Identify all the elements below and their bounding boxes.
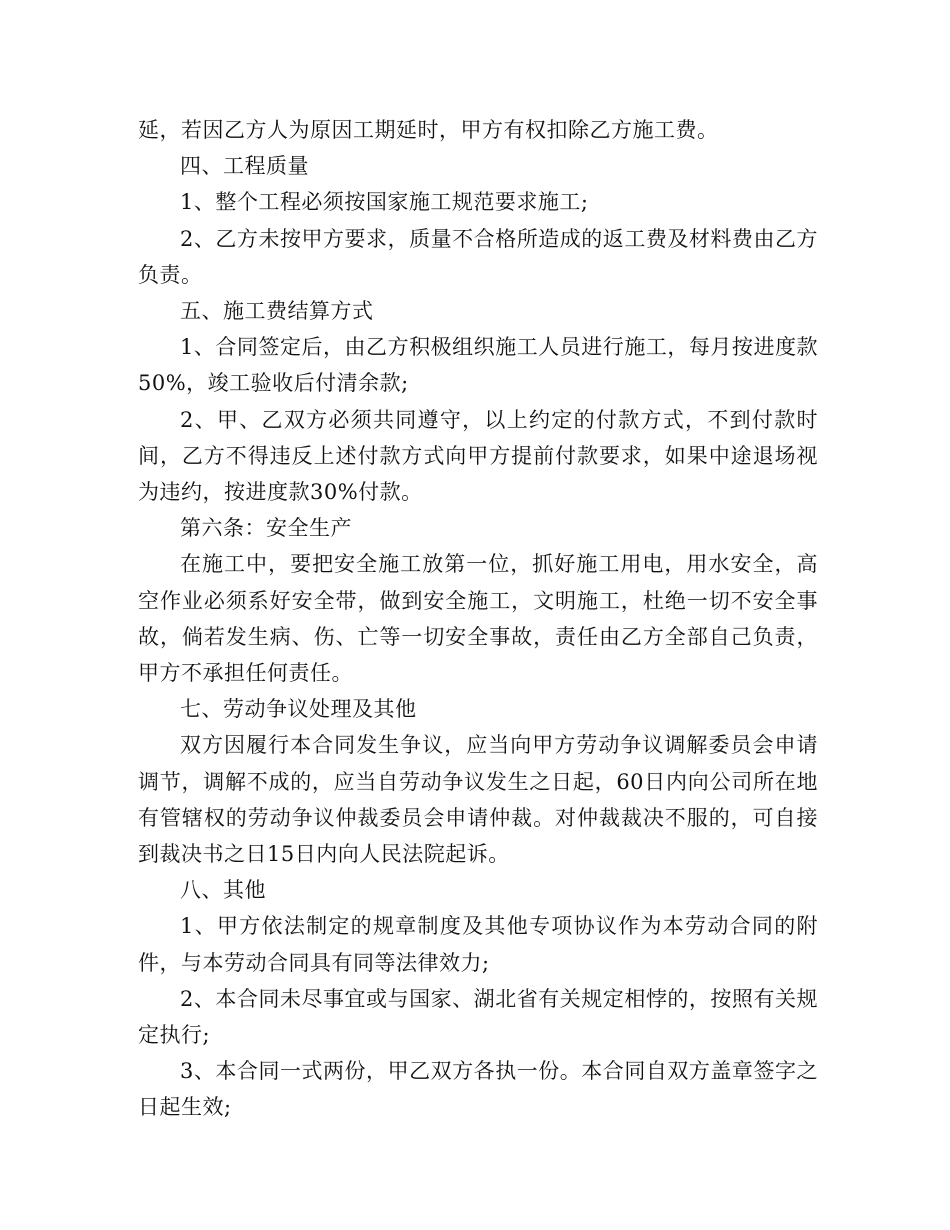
section-heading-other: 八、其他 [180, 878, 266, 903]
paragraph-other-1: 1、甲方依法制定的规章制度及其他专项协议作为本劳动合同的附件，与本劳动合同具有同等法律效力; [138, 914, 818, 975]
paragraph-dispute: 双方因履行本合同发生争议，应当向甲方劳动争议调解委员会申请调节，调解不成的，应当自劳动争议发生之日起，60日内向公司所在地有管辖权的劳动争议仲裁委员会申请仲裁。对仲裁裁决不服的，可自接到裁决书之日15日内向人民法院起诉。 [138, 733, 818, 867]
paragraph-other-3: 3、本合同一式两份，甲乙双方各执一份。本合同自双方盖章签字之日起生效; [138, 1059, 818, 1120]
paragraph-other-2: 2、本合同未尽事宜或与国家、湖北省有关规定相悖的，按照有关规定执行; [138, 986, 818, 1048]
paragraph-payment-2: 2、甲、乙双方必须共同遵守，以上约定的付款方式，不到付款时间，乙方不得违反上述付款方式向甲方提前付款要求，如果中途退场视为违约，按进度款30%付款。 [138, 407, 818, 505]
section-heading-safety: 第六条：安全生产 [180, 516, 352, 541]
paragraph-payment-1: 1、合同签定后，由乙方积极组织施工人员进行施工，每月按进度款50%，竣工验收后付清余款; [138, 335, 818, 396]
paragraph-safety: 在施工中，要把安全施工放第一位，抓好施工用电，用水安全，高空作业必须系好安全带，做到安全施工，文明施工，杜绝一切不安全事故，倘若发生病、伤、亡等一切安全事故，责任由乙方全部自己负责，甲方不承担任何责任。 [138, 552, 818, 686]
section-heading-quality: 四、工程质量 [180, 154, 309, 179]
paragraph-continuation: 延，若因乙方人为原因工期延时，甲方有权扣除乙方施工费。 [138, 118, 719, 142]
paragraph-quality-1: 1、整个工程必须按国家施工规范要求施工; [180, 190, 589, 215]
section-heading-dispute: 七、劳动争议处理及其他 [180, 697, 417, 722]
paragraph-quality-2: 2、乙方未按甲方要求，质量不合格所造成的返工费及材料费由乙方负责。 [138, 226, 818, 287]
contract-body [138, 112, 818, 1126]
section-heading-payment: 五、施工费结算方式 [180, 299, 374, 324]
